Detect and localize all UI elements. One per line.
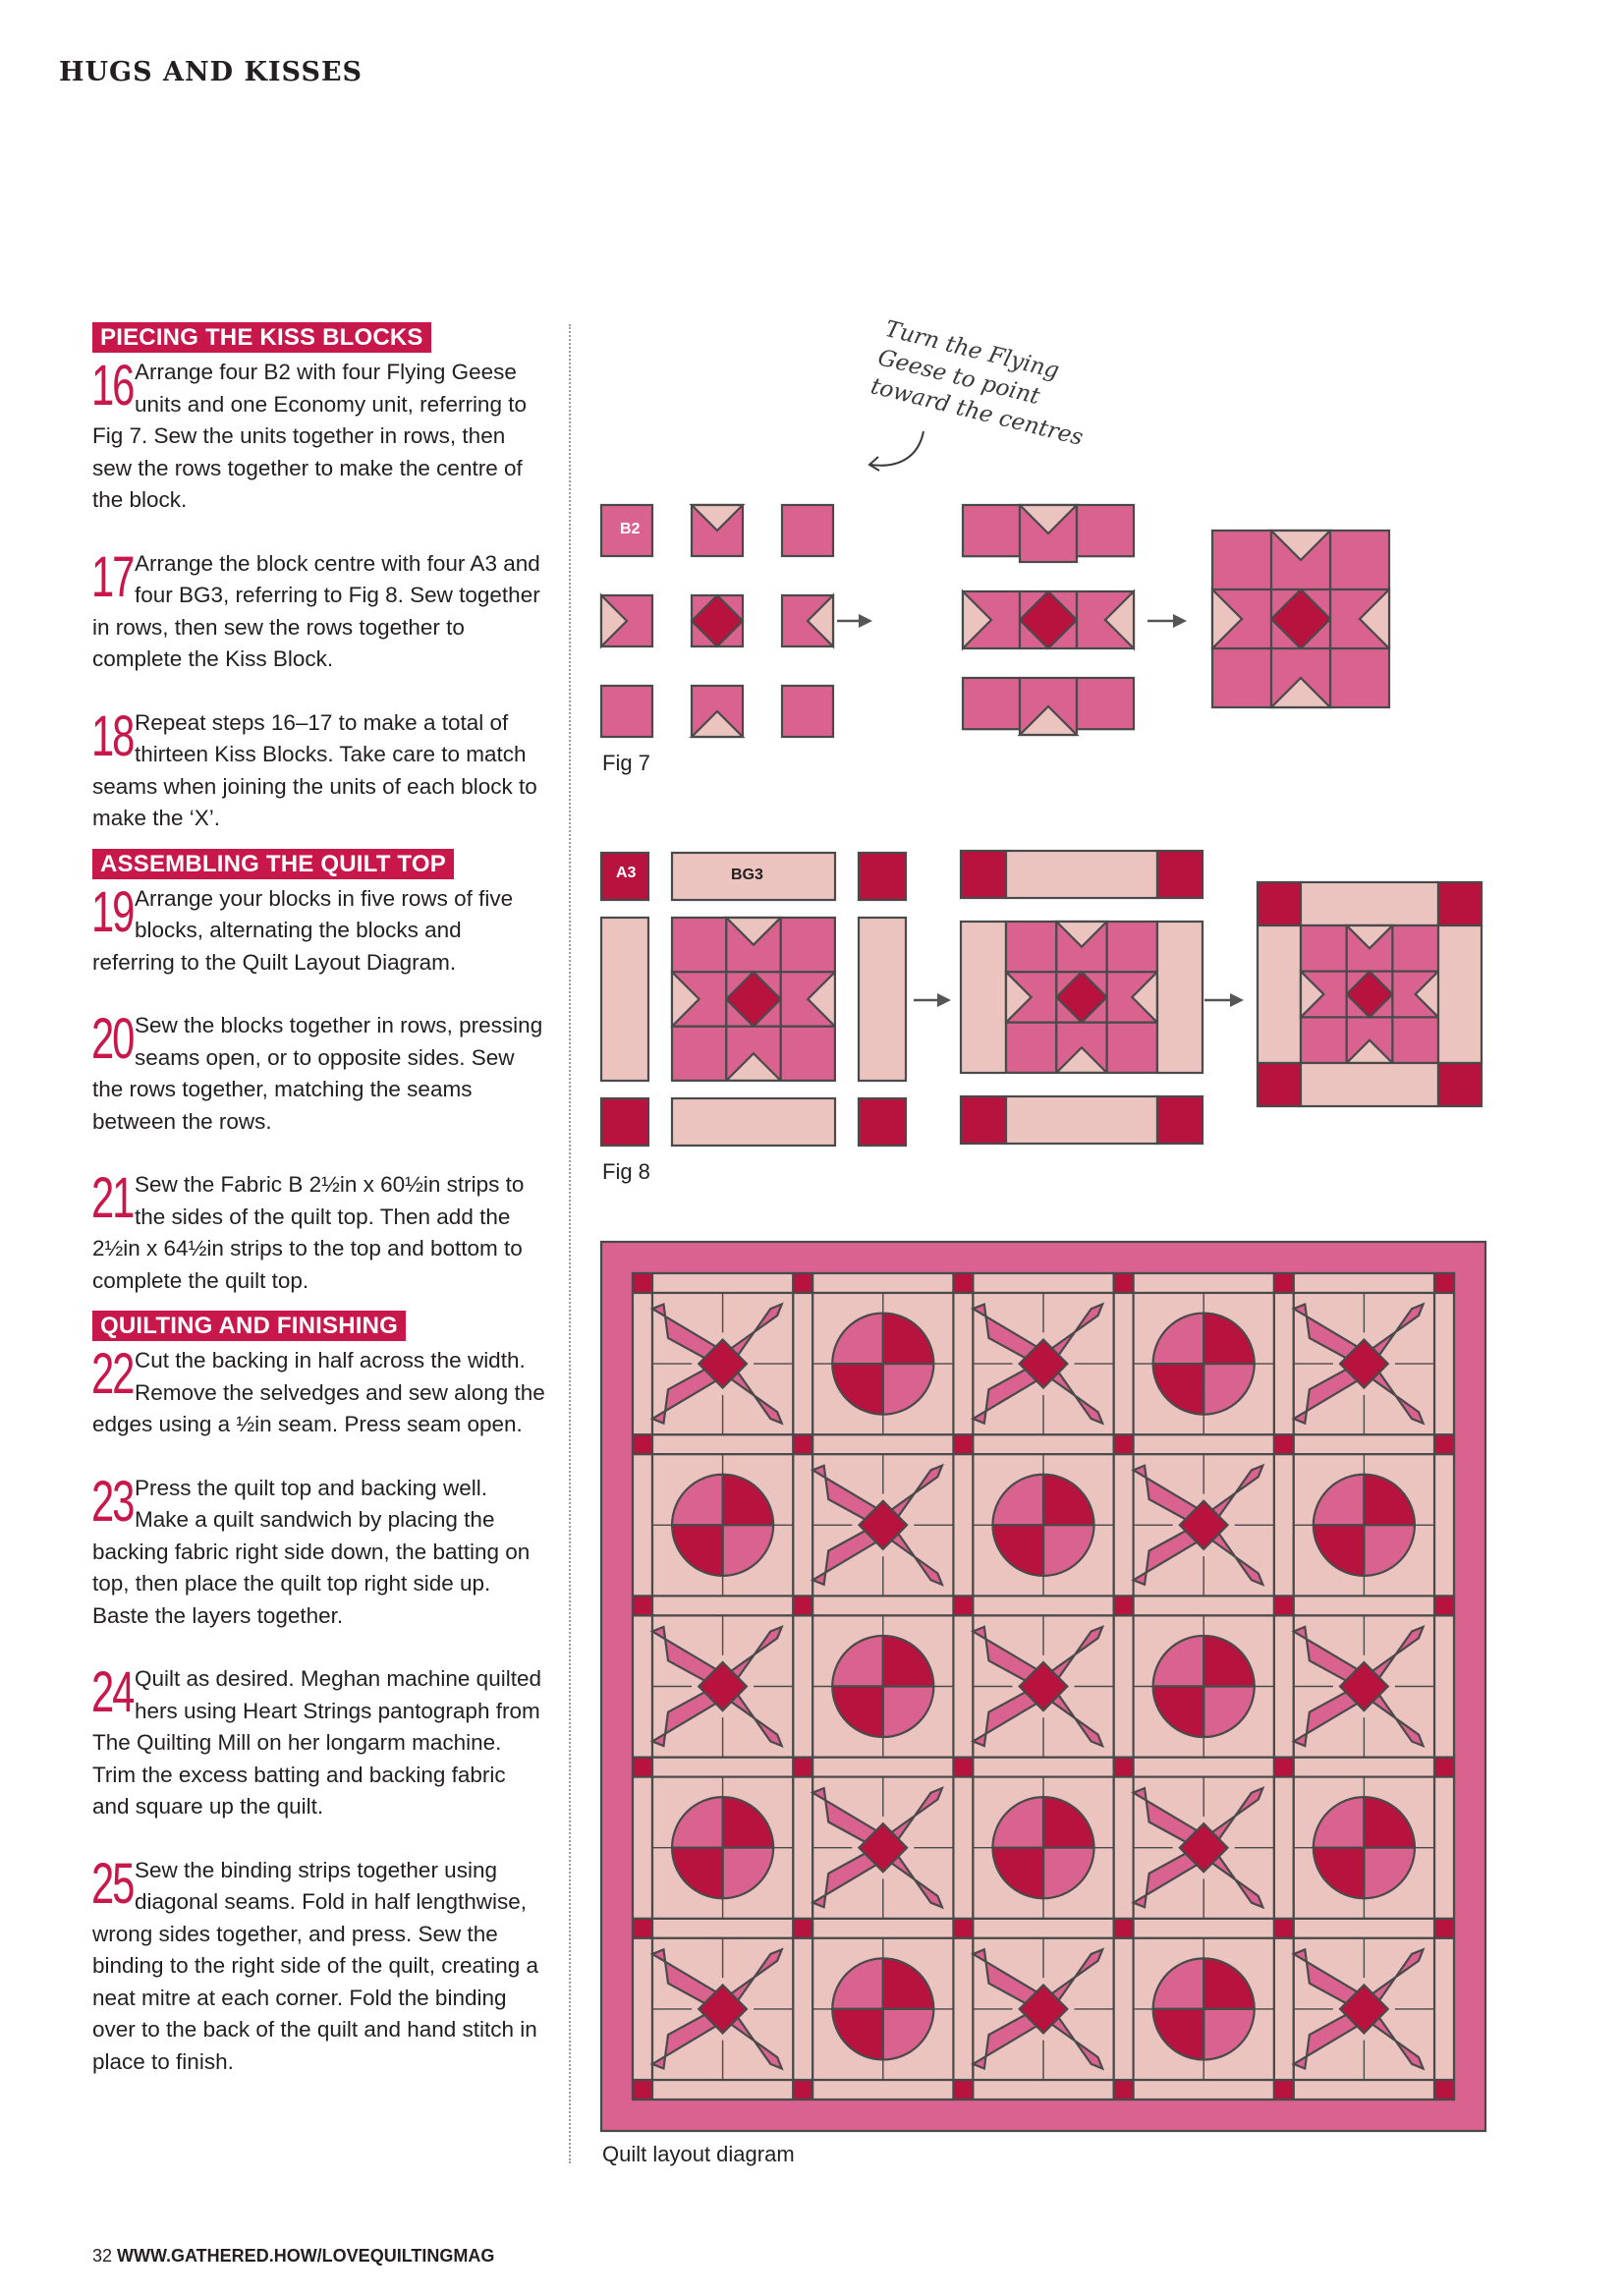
bg3-strip [1006,851,1157,898]
a3-square [1438,1063,1482,1106]
fig7-diagram [601,499,1407,745]
sashing [793,1293,812,1434]
sashing [793,1615,812,1757]
b2-square [1077,678,1134,729]
cornerstone [953,1596,973,1615]
sashing [953,1938,973,2080]
a3-square [1258,1063,1301,1106]
step-number: 19 [91,879,134,944]
sashing [812,1434,953,1454]
section-heading: ASSEMBLING THE QUILT TOP [92,849,454,879]
cornerstone [793,1434,812,1454]
step-text: Arrange four B2 with four Flying Geese units and one Economy unit, referring to Fig 7. Sew the units together in rows, then sew the rows together to make the centre of the block. [92,360,527,512]
sashing [1274,1777,1294,1919]
section-heading: QUILTING AND FINISHING [92,1311,406,1341]
cornerstone [953,2080,973,2100]
sashing [793,1777,812,1919]
sashing [1434,1777,1454,1919]
cornerstone [1434,1273,1454,1293]
arrow-icon [1173,614,1187,628]
b2-square [963,678,1020,729]
cornerstone [633,2080,652,2100]
bg3-strip [1006,1096,1157,1144]
arrow-icon [1230,993,1244,1007]
cornerstone [1434,1434,1454,1454]
sashing [652,1919,793,1938]
sashing [633,1293,652,1434]
sashing [1274,1615,1294,1757]
arrow-icon [859,614,872,628]
sashing [793,1938,812,2080]
bg3-strip [1258,925,1301,1063]
a3-square [1258,882,1301,925]
step-number: 22 [91,1342,134,1406]
sashing [1294,2080,1434,2100]
sashing [1134,1919,1274,1938]
fig8-caption: Fig 8 [602,1159,650,1184]
bg3-strip [1301,1063,1438,1106]
step-text: Sew the blocks together in rows, pressing seams open, or to opposite sides. Sew the rows together, matching the seams between the rows. [92,1013,543,1134]
sashing [1434,1938,1454,2080]
a3-square [1438,882,1482,925]
a3-square [1157,851,1203,898]
step-number: 24 [91,1660,134,1724]
page-footer [92,2246,494,2267]
cornerstone [953,1273,973,1293]
sashing [652,1758,793,1777]
sashing [812,1596,953,1615]
b2-square [601,686,652,737]
sashing [1134,1596,1274,1615]
a3-square [601,1098,648,1146]
cornerstone [1114,2080,1134,2100]
step-20 [91,1007,546,1138]
footer-url: WWW.GATHERED.HOW/LOVEQUILTINGMAG [117,2246,495,2266]
bg3-strip [859,918,906,1081]
sashing [1274,1938,1294,2080]
sashing [1294,1758,1434,1777]
step-text: Arrange the block centre with four A3 and four BG3, referring to Fig 8. Sew together in rows, then sew the rows together to complete the Kiss Block. [92,550,540,671]
a3-square [961,851,1006,898]
sashing [1114,1938,1134,2080]
step-text: Repeat steps 16–17 to make a total of thirteen Kiss Blocks. Take care to match seams when joining the units of each block to make the ‘X’. [92,709,537,830]
step-16 [91,354,546,517]
b2-square [672,918,726,972]
page-number: 32 [92,2246,113,2266]
step-text: Sew the Fabric B 2½in x 60½in strips to the sides of the quilt top. Then add the 2½in x 64½in strips to the top and bottom to complete the quilt top. [92,1172,525,1293]
b2-square [1006,1023,1056,1073]
a3-square [1157,1096,1203,1144]
a3-square [859,1098,906,1146]
step-18 [91,703,546,835]
sashing [1114,1777,1134,1919]
b2-square [1392,925,1438,972]
sashing [953,1293,973,1434]
sashing [1294,1596,1434,1615]
cornerstone [1114,1919,1134,1938]
sashing [1134,2080,1274,2100]
step-text: Cut the backing in half across the width. Remove the selvedges and sew along the edges using a ½in seam. Press seam open. [92,1348,545,1436]
section-heading: PIECING THE KISS BLOCKS [92,322,431,353]
bg3-strip [1157,922,1203,1073]
step-text: Sew the binding strips together using diagonal seams. Fold in half lengthwise, wrong sides together, and press. Sew the binding to the right side of the quilt, creating a neat mitre at each corner. Fold the binding over to the back of the quilt and hand stitch in place to finish. [92,1857,539,2074]
sashing [1294,1434,1434,1454]
cornerstone [1274,2080,1294,2100]
cornerstone [1434,2080,1454,2100]
sashing [1274,1454,1294,1596]
b2-square [1107,1023,1157,1073]
b2-square [1330,531,1389,589]
b2-square [1212,648,1271,707]
sashing [1114,1293,1134,1434]
handwritten-note: Turn the Flying Geese to point toward the centres [867,315,1086,451]
step-22 [91,1342,546,1441]
sashing [1294,1919,1434,1938]
sashing [973,1758,1113,1777]
step-number: 20 [91,1007,134,1071]
b2-square [1392,1017,1438,1063]
step-19 [91,879,546,980]
sashing [1434,1293,1454,1434]
sashing [633,1938,652,2080]
instructions-column [92,322,546,2078]
sashing [1134,1434,1274,1454]
fig7-caption: Fig 7 [602,751,650,775]
b2-square [963,505,1020,556]
cornerstone [793,1919,812,1938]
cornerstone [953,1434,973,1454]
cornerstone [953,1758,973,1777]
sashing [973,1273,1113,1293]
sashing [812,1758,953,1777]
sashing [633,1454,652,1596]
cornerstone [1274,1919,1294,1938]
step-23 [91,1469,546,1633]
curved-arrow-icon [865,427,933,476]
a3-square [961,1096,1006,1144]
cornerstone [1274,1273,1294,1293]
cornerstone [1114,1596,1134,1615]
step-24 [91,1660,546,1823]
cornerstone [1274,1596,1294,1615]
step-number: 16 [91,354,134,418]
sashing [812,1273,953,1293]
cornerstone [1274,1758,1294,1777]
cornerstone [1434,1919,1454,1938]
b2-square [781,1027,835,1081]
sashing [812,1919,953,1938]
b2-label: B2 [620,521,641,537]
sashing [1114,1454,1134,1596]
sashing [633,1615,652,1757]
step-17 [91,544,546,676]
sashing [1114,1615,1134,1757]
bg3-strip [672,1098,835,1146]
sashing [793,1454,812,1596]
cornerstone [953,1919,973,1938]
a3-square [859,853,906,900]
sashing [953,1454,973,1596]
b2-square [782,505,833,556]
b2-square [1107,922,1157,972]
cornerstone [633,1596,652,1615]
step-text: Press the quilt top and backing well. Make a quilt sandwich by placing the backing fabric right side down, the batting on top, then place the quilt top right side up. Baste the layers together. [92,1475,531,1628]
step-text: Quilt as desired. Meghan machine quilted hers using Heart Strings pantograph from The Quilting Mill on her longarm machine. Trim the excess batting and backing fabric and square up the quilt. [92,1666,541,1819]
sashing [1274,1293,1294,1434]
cornerstone [1114,1273,1134,1293]
sashing [973,1434,1113,1454]
sashing [652,1596,793,1615]
sashing [953,1777,973,1919]
sashing [652,2080,793,2100]
bg3-label: BG3 [731,867,763,883]
step-number: 18 [91,703,134,768]
b2-square [782,686,833,737]
cornerstone [633,1758,652,1777]
step-25 [91,1851,546,2079]
quilt-layout-diagram [601,1242,1485,2136]
cornerstone [1434,1596,1454,1615]
cornerstone [1114,1434,1134,1454]
b2-square [1212,531,1271,589]
cornerstone [793,2080,812,2100]
cornerstone [633,1434,652,1454]
bg3-strip [961,922,1006,1073]
step-number: 21 [91,1166,134,1230]
sashing [953,1615,973,1757]
cornerstone [793,1273,812,1293]
b2-square [1301,925,1347,972]
arrow-icon [937,993,951,1007]
b2-square [781,918,835,972]
sashing [1434,1615,1454,1757]
fig8-diagram [601,851,1407,1155]
column-divider [569,324,571,2163]
step-text: Arrange your blocks in five rows of five blocks, alternating the blocks and referring to the Quilt Layout Diagram. [92,885,514,975]
sashing [652,1273,793,1293]
sashing [1434,1454,1454,1596]
cornerstone [1114,1758,1134,1777]
cornerstone [633,1273,652,1293]
running-head: HUGS AND KISSES [59,57,364,87]
step-21 [91,1166,546,1297]
b2-square [1330,648,1389,707]
sashing [1294,1273,1434,1293]
step-number: 25 [91,1851,134,1916]
layout-caption: Quilt layout diagram [602,2142,795,2166]
sashing [973,2080,1113,2100]
sashing [973,1919,1113,1938]
cornerstone [633,1919,652,1938]
sashing [812,2080,953,2100]
sashing [1134,1758,1274,1777]
b2-square [1077,505,1134,556]
bg3-strip [1438,925,1482,1063]
a3-label: A3 [616,865,637,881]
step-number: 17 [91,544,134,609]
b2-square [1301,1017,1347,1063]
b2-square [1006,922,1056,972]
b2-square [672,1027,726,1081]
cornerstone [793,1596,812,1615]
sashing [1134,1273,1274,1293]
step-number: 23 [91,1469,134,1534]
sashing [652,1434,793,1454]
cornerstone [793,1758,812,1777]
bg3-strip [601,918,648,1081]
bg3-strip [1301,882,1438,925]
sashing [633,1777,652,1919]
cornerstone [1274,1434,1294,1454]
cornerstone [1434,1758,1454,1777]
sashing [973,1596,1113,1615]
